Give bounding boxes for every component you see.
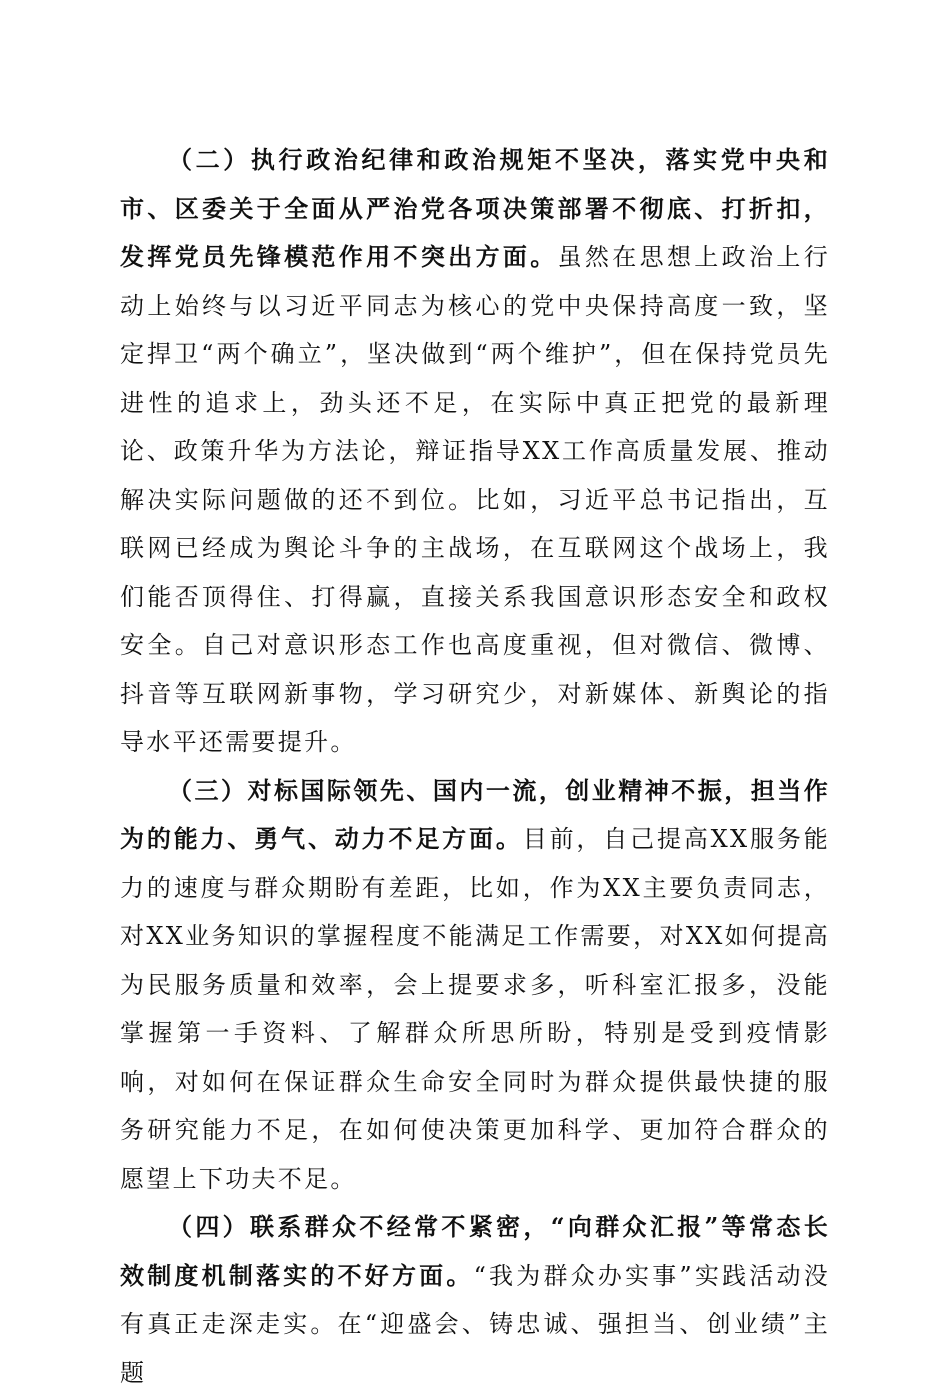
paragraph-3: [120, 767, 830, 1204]
document-body: [120, 136, 830, 1397]
paragraph-4-body: “我为群众办实事”实践活动没有真正走深走实。在“迎盛会、铸忠诚、强担当、创业绩”主题: [120, 1261, 830, 1387]
paragraph-3-body: 目前，自己提高XX服务能力的速度与群众期盼有差距，比如，作为XX主要负责同志，对XX业务知识的掌握程度不能满足工作需要，对XX如何提高为民服务质量和效率，会上提要求多，听科室汇报多，没能掌握第一手资料、了解群众所思所盼，特别是受到疫情影响，对如何在保证群众生命安全同时为群众提供最快捷的服务研究能力不足，在如何使决策更加科学、更加符合群众的愿望上下功夫不足。: [120, 825, 830, 1193]
paragraph-2-heading: （二）执行政治纪律和政治规矩不坚决，落实党中央和市、区委关于全面从严治党各项决策部署不彻底、打折扣，发挥党员先锋模范作用不突出方面。: [120, 145, 830, 271]
paragraph-3-heading: （三）对标国际领先、国内一流，创业精神不振，担当作为的能力、勇气、动力不足方面。: [120, 775, 830, 853]
paragraph-4: [120, 1203, 830, 1397]
paragraph-2: [120, 136, 830, 767]
paragraph-2-body: 虽然在思想上政治上行动上始终与以习近平同志为核心的党中央保持高度一致，坚定捍卫“两个确立”，坚决做到“两个维护”，但在保持党员先进性的追求上，劲头还不足，在实际中真正把党的最新理论、政策升华为方法论，辩证指导XX工作高质量发展、推动解决实际问题做的还不到位。比如，习近平总书记指出，互联网已经成为舆论斗争的主战场，在互联网这个战场上，我们能否顶得住、打得赢，直接关系我国意识形态安全和政权安全。自己对意识形态工作也高度重视，但对微信、微博、抖音等互联网新事物，学习研究少，对新媒体、新舆论的指导水平还需要提升。: [120, 243, 830, 756]
paragraph-4-heading: （四）联系群众不经常不紧密，“向群众汇报”等常态长效制度机制落实的不好方面。: [120, 1212, 830, 1290]
